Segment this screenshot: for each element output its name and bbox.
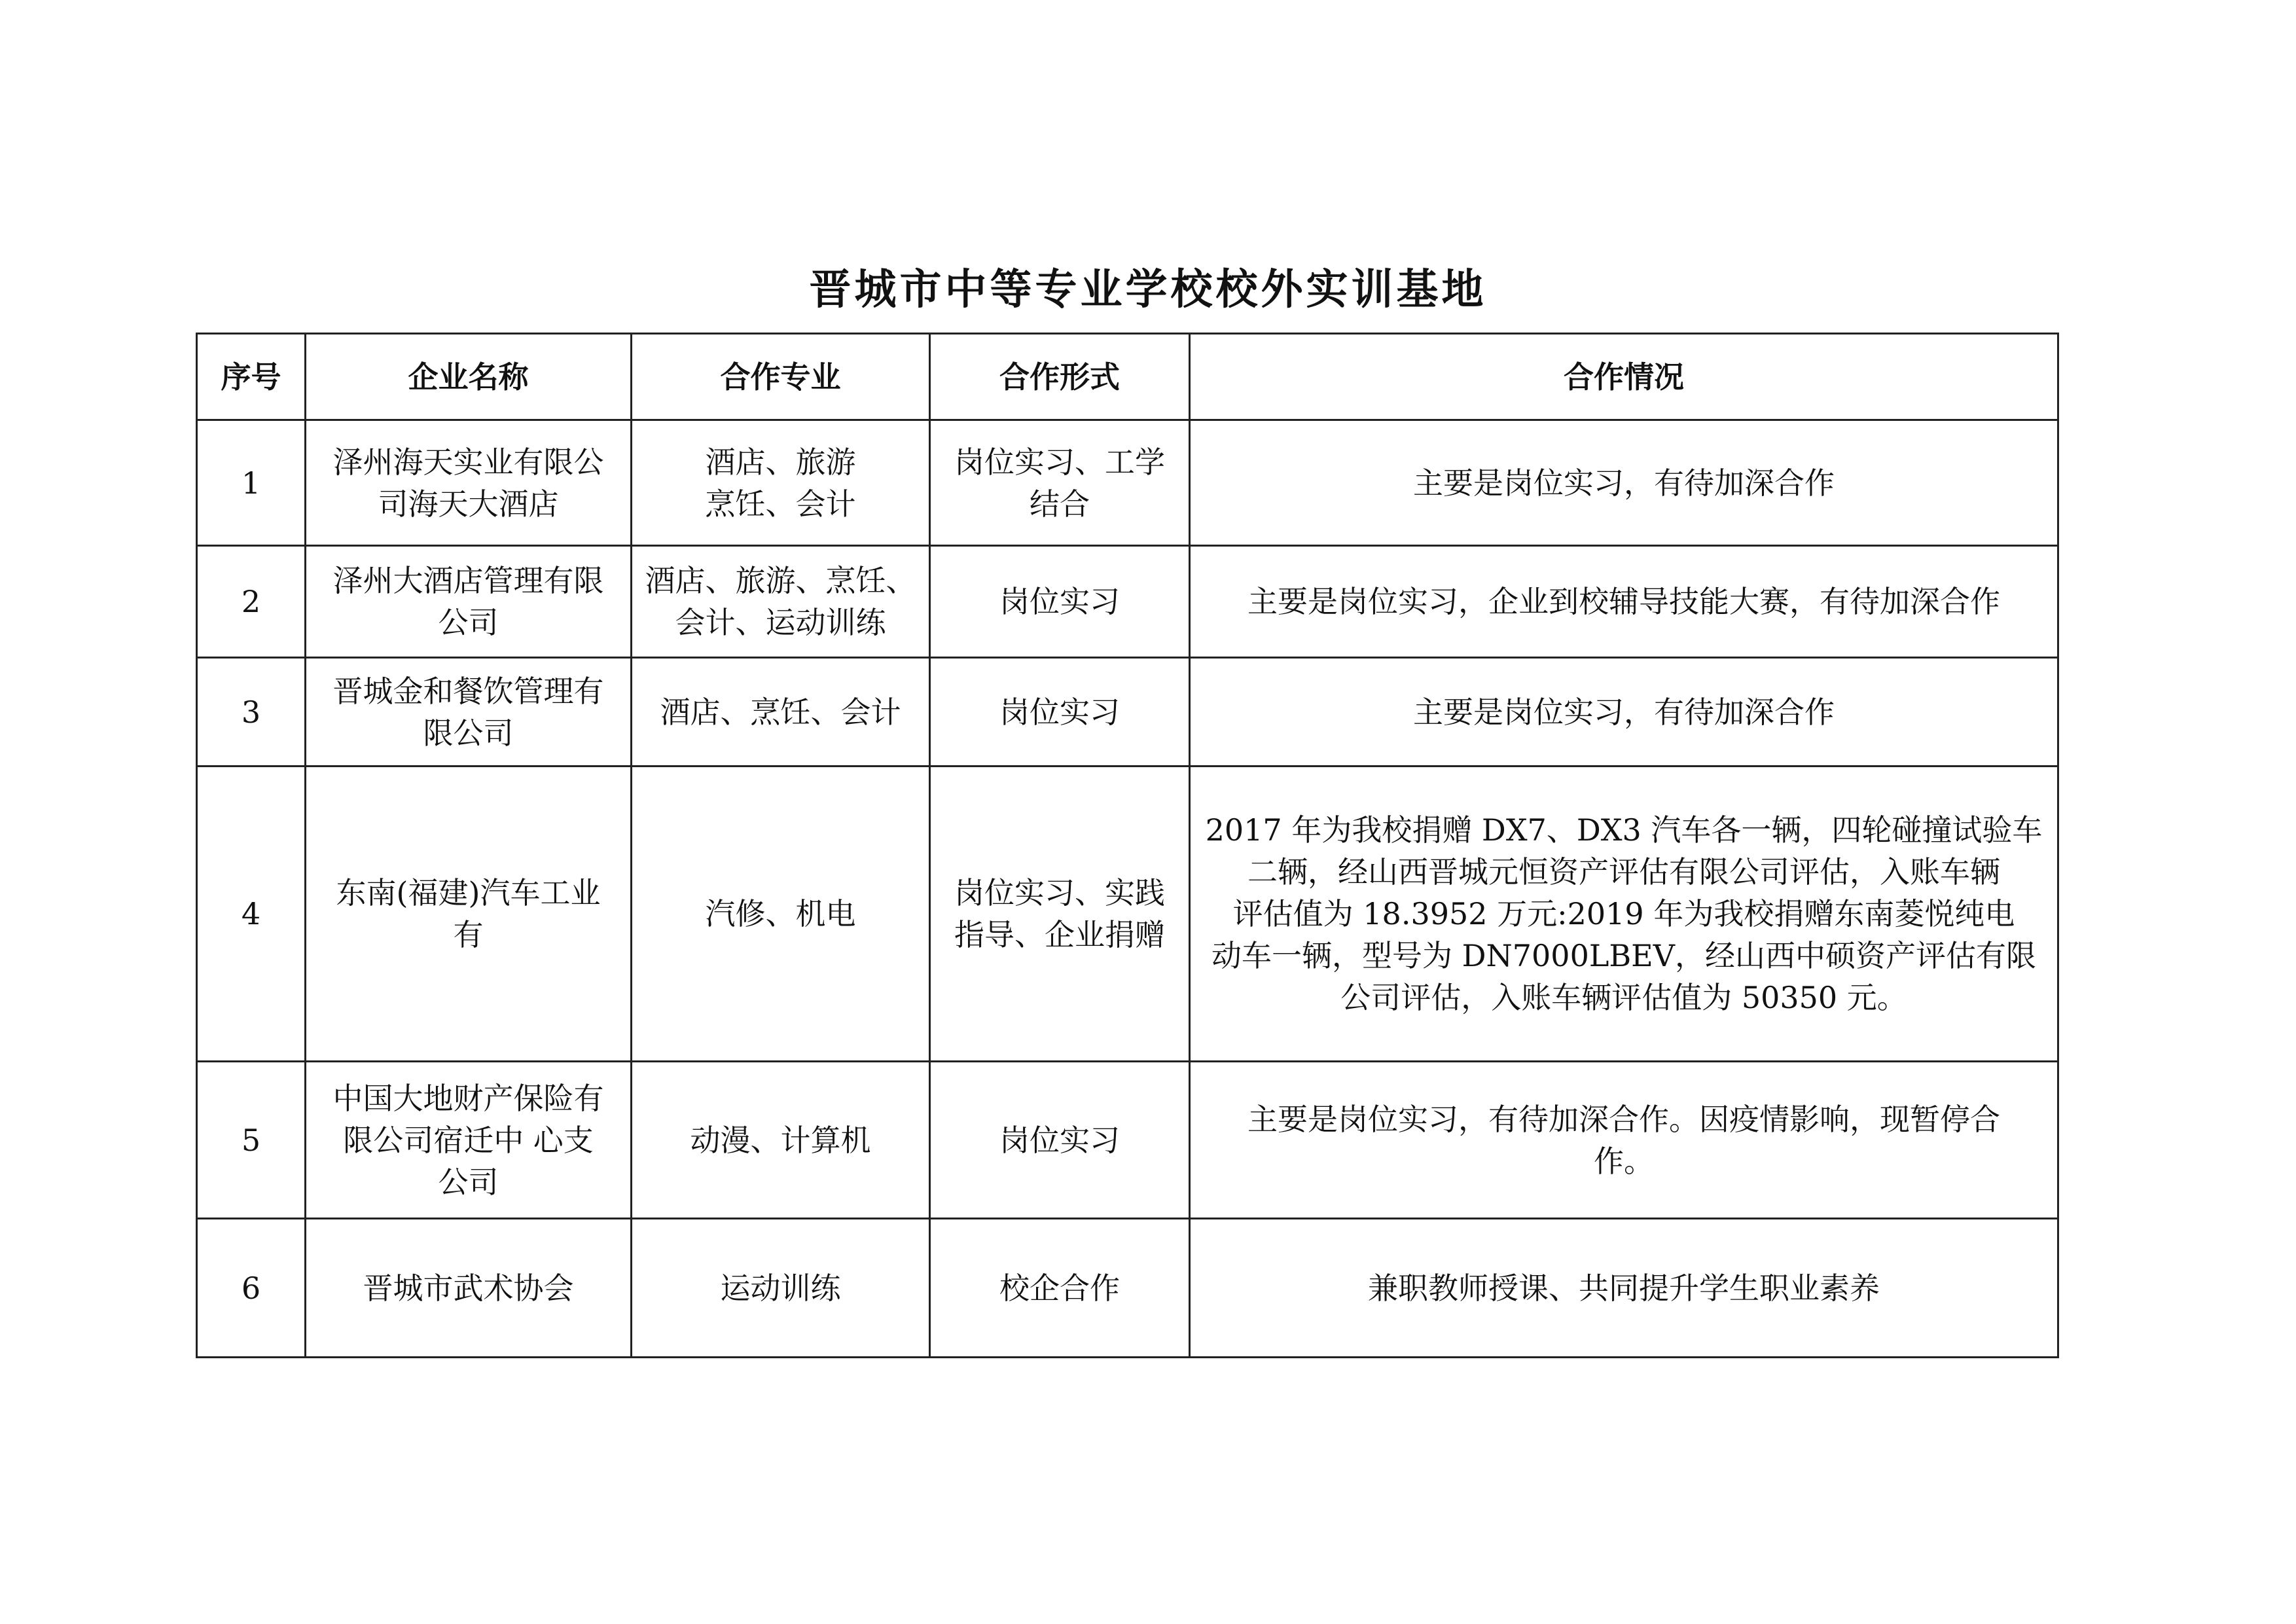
cell-line: 岗位实习 — [999, 584, 1120, 619]
header-form: 合作形式 — [930, 334, 1190, 420]
header-major: 合作专业 — [632, 334, 930, 420]
cell-line: 酒店、烹饪、会计 — [660, 694, 901, 730]
cell-line: 酒店、旅游、烹饪、 — [645, 563, 916, 598]
cell-major — [632, 767, 930, 1062]
cell-line: 指导、企业捐赠 — [954, 917, 1165, 952]
cell-line: 泽州大酒店管理有限 — [332, 563, 604, 598]
table-row — [197, 546, 2058, 658]
cell-line: 岗位实习、工学 — [954, 444, 1165, 480]
cell-line: 结合 — [1030, 486, 1090, 522]
header-situation: 合作情况 — [1190, 334, 2058, 420]
cell-company — [306, 420, 632, 546]
cell-index: 2 — [197, 546, 306, 658]
cell-situation — [1190, 658, 2058, 767]
table-row — [197, 420, 2058, 546]
cell-major — [632, 420, 930, 546]
cell-line: 汽修、机电 — [705, 896, 856, 931]
cell-line: 主要是岗位实习，企业到校辅导技能大赛，有待加深合作 — [1247, 584, 2000, 619]
cell-major — [632, 546, 930, 658]
cell-line: 公司评估，入账车辆评估值为 50350 元。 — [1340, 980, 1907, 1015]
cell-index: 5 — [197, 1062, 306, 1219]
training-base-table — [196, 333, 2059, 1358]
cell-line: 岗位实习、实践 — [954, 875, 1165, 911]
cell-company — [306, 1219, 632, 1358]
cell-line: 作。 — [1594, 1143, 1654, 1179]
cell-form — [930, 767, 1190, 1062]
table-row — [197, 658, 2058, 767]
cell-line: 动漫、计算机 — [690, 1122, 871, 1158]
cell-company — [306, 658, 632, 767]
cell-index: 4 — [197, 767, 306, 1062]
cell-situation — [1190, 420, 2058, 546]
cell-index: 6 — [197, 1219, 306, 1358]
cell-line: 动车一辆，型号为 DN7000LBEV，经山西中硕资产评估有限 — [1211, 938, 2036, 973]
cell-company — [306, 546, 632, 658]
cell-company — [306, 1062, 632, 1219]
cell-major — [632, 658, 930, 767]
cell-line: 晋城金和餐饮管理有 — [332, 673, 604, 709]
cell-form — [930, 546, 1190, 658]
cell-index: 3 — [197, 658, 306, 767]
cell-line: 2017 年为我校捐赠 DX7、DX3 汽车各一辆，四轮碰撞试验车 — [1205, 812, 2043, 848]
cell-line: 运动训练 — [720, 1270, 841, 1306]
cell-line: 评估值为 18.3952 万元:2019 年为我校捐赠东南菱悦纯电 — [1232, 896, 2015, 931]
cell-line: 主要是岗位实习，有待加深合作。因疫情影响，现暂停合 — [1247, 1101, 2000, 1137]
table-row — [197, 767, 2058, 1062]
cell-line: 酒店、旅游 — [705, 444, 856, 480]
header-company: 企业名称 — [306, 334, 632, 420]
cell-line: 公司 — [438, 605, 499, 640]
cell-line: 二辆，经山西晋城元恒资产评估有限公司评估，入账车辆 — [1247, 854, 2000, 890]
cell-index: 1 — [197, 420, 306, 546]
cell-line: 中国大地财产保险有 — [332, 1080, 604, 1116]
cell-line: 晋城市武术协会 — [363, 1270, 574, 1306]
table-row — [197, 1219, 2058, 1358]
cell-line: 公司 — [438, 1164, 499, 1200]
cell-form — [930, 658, 1190, 767]
table-header-row — [197, 334, 2058, 420]
cell-situation — [1190, 1062, 2058, 1219]
cell-situation — [1190, 767, 2058, 1062]
cell-line: 兼职教师授课、共同提升学生职业素养 — [1368, 1270, 1880, 1306]
cell-company — [306, 767, 632, 1062]
cell-form — [930, 1062, 1190, 1219]
cell-line: 主要是岗位实习，有待加深合作 — [1413, 465, 1835, 501]
cell-line: 司海天大酒店 — [378, 486, 559, 522]
cell-form — [930, 1219, 1190, 1358]
cell-major — [632, 1062, 930, 1219]
cell-line: 烹饪、会计 — [705, 486, 856, 522]
cell-situation — [1190, 1219, 2058, 1358]
cell-situation — [1190, 546, 2058, 658]
cell-line: 东南(福建)汽车工业 — [336, 875, 601, 911]
table-row — [197, 1062, 2058, 1219]
cell-line: 岗位实习 — [999, 694, 1120, 730]
document-title: 晋城市中等专业学校校外实训基地 — [809, 266, 1487, 314]
cell-line: 岗位实习 — [999, 1122, 1120, 1158]
cell-line: 主要是岗位实习，有待加深合作 — [1413, 694, 1835, 730]
cell-line: 会计、运动训练 — [675, 605, 886, 640]
cell-line: 限公司宿迁中 心支 — [343, 1122, 594, 1158]
cell-line: 校企合作 — [999, 1270, 1120, 1306]
cell-line: 泽州海天实业有限公 — [332, 444, 604, 480]
cell-line: 有 — [453, 917, 484, 952]
cell-major — [632, 1219, 930, 1358]
cell-line: 限公司 — [423, 715, 514, 751]
header-index: 序号 — [197, 334, 306, 420]
cell-form — [930, 420, 1190, 546]
